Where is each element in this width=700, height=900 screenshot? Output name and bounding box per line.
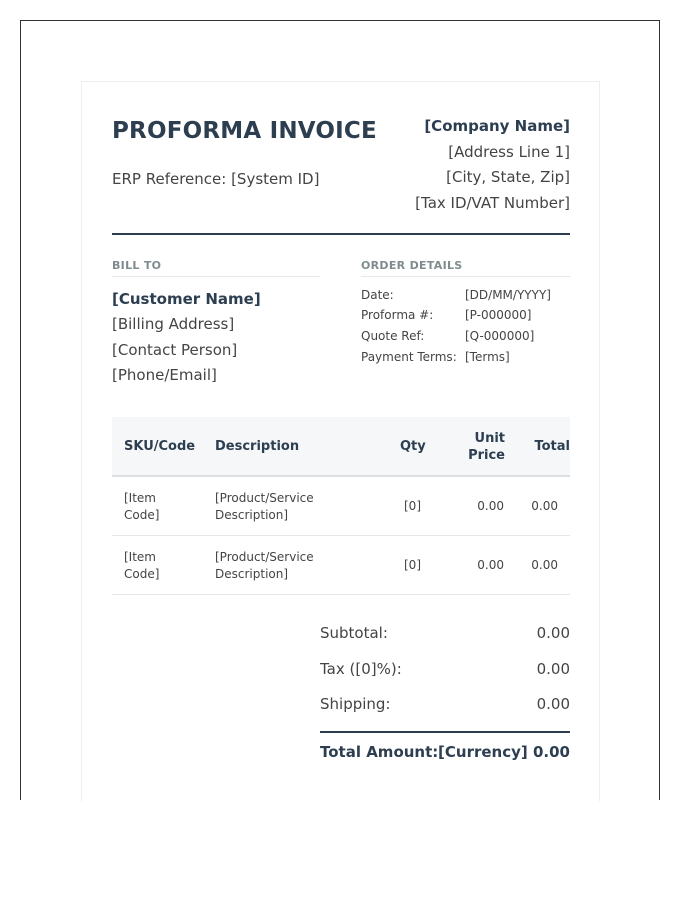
company-tax-id: [Tax ID/VAT Number]: [415, 194, 570, 212]
totals-divider: [320, 731, 570, 733]
row-2-description: [Product/Service Description]: [215, 550, 314, 581]
tax-value: 0.00: [536, 660, 570, 678]
order-detail-value-proforma: [P-000000]: [465, 308, 532, 322]
row-1-unit-price: 0.00: [477, 499, 504, 513]
table-row-divider: [112, 535, 570, 536]
company-city-state-zip: [City, State, Zip]: [446, 168, 570, 186]
row-1-description: [Product/Service Description]: [215, 491, 314, 522]
order-detail-value-quote: [Q-000000]: [465, 329, 535, 343]
company-address-line-1: [Address Line 1]: [448, 143, 570, 161]
table-header-divider: [112, 475, 570, 477]
header-divider: [112, 233, 570, 235]
company-name: [Company Name]: [424, 117, 570, 135]
row-1-total: 0.00: [531, 499, 558, 513]
order-detail-label-date: Date:: [361, 288, 394, 302]
row-1-qty: [0]: [404, 499, 421, 513]
phone-email: [Phone/Email]: [112, 366, 217, 384]
shipping-label: Shipping:: [320, 695, 391, 713]
order-detail-label-terms: Payment Terms:: [361, 350, 457, 364]
shipping-value: 0.00: [536, 695, 570, 713]
table-row-divider: [112, 594, 570, 595]
contact-person: [Contact Person]: [112, 341, 238, 359]
bill-to-heading: BILL TO: [112, 259, 162, 272]
invoice-title: PROFORMA INVOICE: [112, 118, 377, 144]
row-2-sku: [Item Code]: [124, 550, 160, 581]
billing-address: [Billing Address]: [112, 315, 235, 333]
bill-to-divider: [112, 276, 320, 277]
order-detail-label-quote: Quote Ref:: [361, 329, 425, 343]
page-bottom-whitespace: [0, 801, 700, 900]
column-header-description: Description: [215, 439, 300, 454]
subtotal-label: Subtotal:: [320, 624, 388, 642]
column-header-unit-price: Unit Price: [468, 431, 505, 463]
total-amount-value: [Currency] 0.00: [438, 743, 570, 761]
tax-label: Tax ([0]%):: [320, 660, 402, 678]
subtotal-value: 0.00: [536, 624, 570, 642]
order-details-heading: ORDER DETAILS: [361, 259, 463, 272]
column-header-qty: Qty: [400, 439, 426, 454]
order-detail-value-date: [DD/MM/YYYY]: [465, 288, 551, 302]
row-1-sku: [Item Code]: [124, 491, 160, 522]
order-detail-label-proforma: Proforma #:: [361, 308, 434, 322]
order-detail-value-terms: [Terms]: [465, 350, 510, 364]
column-header-sku: SKU/Code: [124, 439, 196, 454]
total-amount-label: Total Amount:: [320, 743, 439, 761]
column-header-total: Total: [534, 439, 570, 454]
row-2-unit-price: 0.00: [477, 558, 504, 572]
row-2-total: 0.00: [531, 558, 558, 572]
customer-name: [Customer Name]: [112, 290, 261, 308]
row-2-qty: [0]: [404, 558, 421, 572]
erp-reference: ERP Reference: [System ID]: [112, 170, 320, 188]
order-details-divider: [361, 276, 570, 277]
